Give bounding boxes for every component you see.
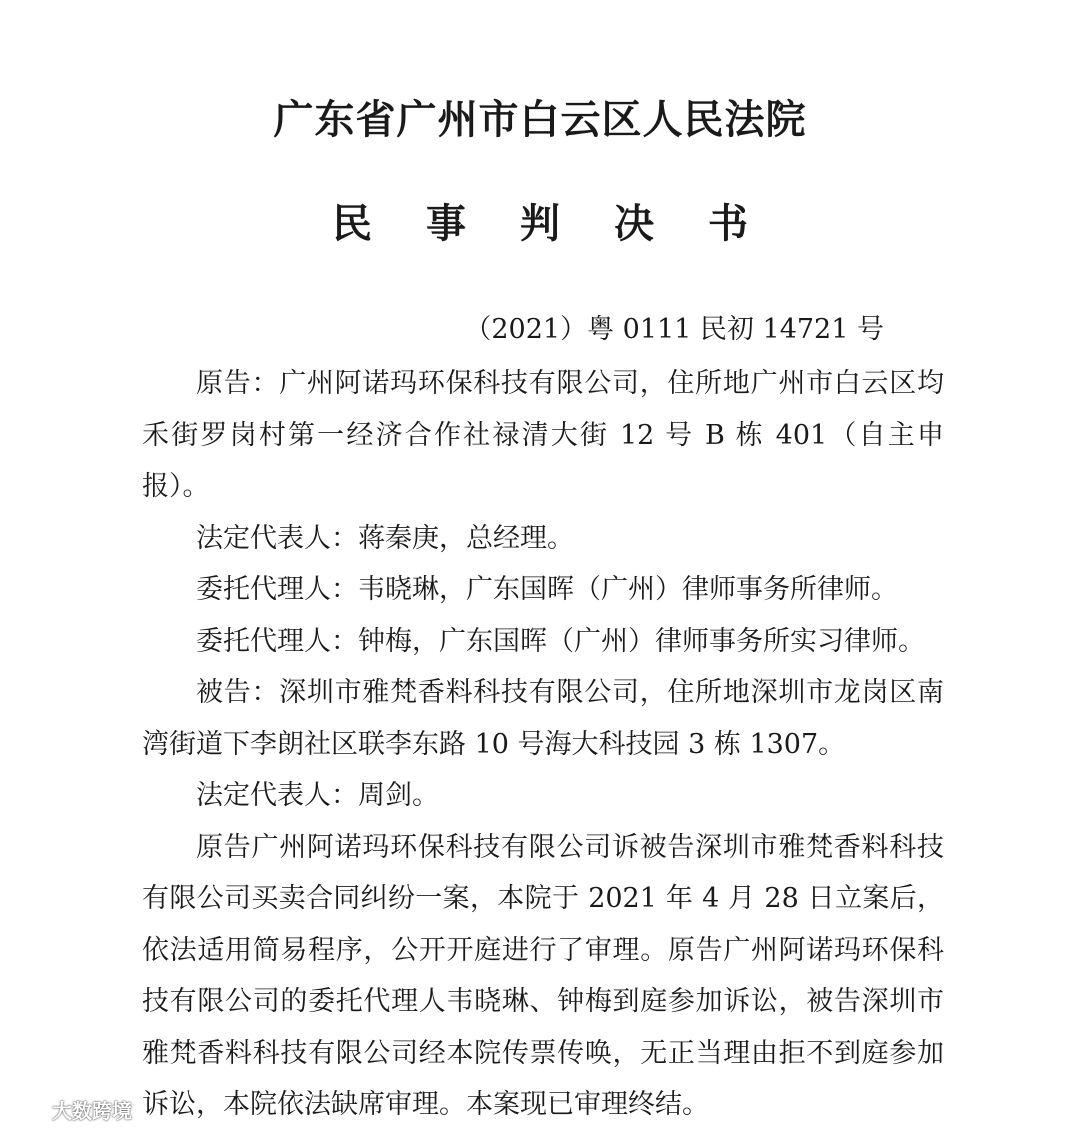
doc-type-char: 民 [332,200,372,247]
case-summary-paragraph: 原告广州阿诺玛环保科技有限公司诉被告深圳市雅梵香料科技有限公司买卖合同纠纷一案，本院于 2021 年 4 月 28 日立案后，依法适用简易程序，公开开庭进行了审理。原告广州阿诺玛环保科技有限公司的委托代理人韦晓琳、钟梅到庭参加诉讼，被告深圳市雅梵香料科技有限公司经本院传票传唤，无正当理由拒不到庭参加诉讼，本院依法缺席审理。本案现已审理终结。 [142,831,944,1120]
doc-type-char: 判 [520,200,560,247]
judgment-body [142,358,944,1131]
doc-type-char: 事 [426,200,466,247]
brand-logo-icon [8,1096,48,1122]
agent-paragraph: 委托代理人：韦晓琳，广东国晖（广州）律师事务所律师。 [196,574,898,605]
watermark [8,1093,132,1125]
defendant-legal-rep-paragraph: 法定代表人：周剑。 [196,780,439,811]
case-number: （2021）粤 0111 民初 14721 号 [464,314,884,345]
doc-type-char: 书 [708,200,748,247]
plaintiff-paragraph: 原告：广州阿诺玛环保科技有限公司，住所地广州市白云区均禾街罗岗村第一经济合作社禄清大街 12 号 B 栋 401（自主申报）。 [142,368,944,502]
plaintiff-legal-rep-paragraph: 法定代表人：蒋秦庚，总经理。 [196,522,574,554]
watermark-text: 大数跨境 [52,1098,132,1123]
document-type-heading [0,196,1080,252]
defendant-paragraph: 被告：深圳市雅梵香料科技有限公司，住所地深圳市龙岗区南湾街道下李朗社区联李东路 10 号海大科技园 3 栋 1307。 [142,677,944,760]
doc-type-char: 决 [614,200,654,247]
agent-paragraph: 委托代理人：钟梅，广东国晖（广州）律师事务所实习律师。 [196,625,925,657]
court-name-heading: 广东省广州市白云区人民法院 [273,96,807,143]
